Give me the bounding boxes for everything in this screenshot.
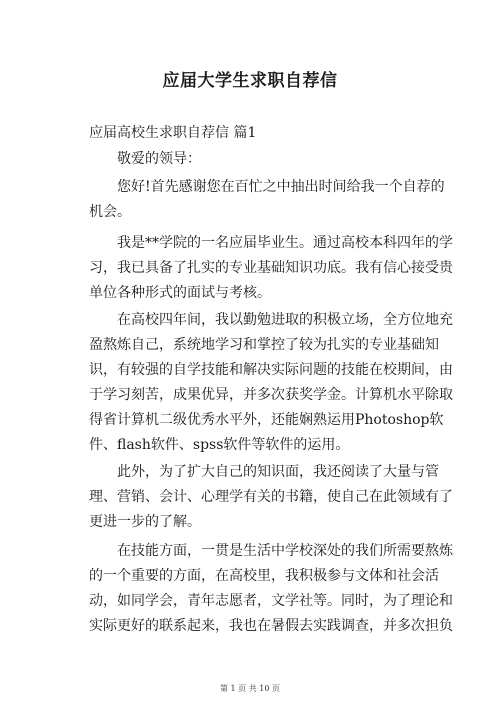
paragraph-line: 的一个重要的方面，在高校里，我积极参与文体和社会活 <box>89 568 439 584</box>
paragraph-line: 习，我已具备了扎实的专业基础知识功底。我有信心接受贵 <box>89 260 453 276</box>
paragraph-line: 件、flash软件、spss软件等软件的运用。 <box>89 437 350 453</box>
paragraph-line: 您好!首先感谢您在百忙之中抽出时间给我一个自荐的 <box>117 179 445 195</box>
paragraph-line: 此外，为了扩大自己的知识面，我还阅读了大量与管 <box>117 464 439 480</box>
salutation: 敬爱的领导： <box>117 151 201 167</box>
paragraph-line: 理、营销、会计、心理学有关的书籍，使自己在此领域有了 <box>89 489 453 505</box>
document-title: 应届大学生求职自荐信 <box>162 71 338 91</box>
paragraph-line: 更进一步的了解。 <box>89 514 201 530</box>
page-number: 第 1 页 共 10 页 <box>220 684 280 693</box>
paragraph-line: 动，如同学会，青年志愿者，文学社等。同时，为了理论和 <box>89 593 453 609</box>
paragraph-line: 得省计算机二级优秀水平外，还能娴熟运用Photoshop软 <box>89 412 444 428</box>
paragraph-line: 实际更好的联系起来，我也在暑假去实践调查，并多次担负 <box>89 618 453 634</box>
section-heading: 应届高校生求职自荐信 篇1 <box>89 125 257 141</box>
paragraph-line: 于学习刻苦，成果优异，并多次获奖学金。计算机水平除取 <box>89 387 453 403</box>
paragraph-line: 盈熬炼自己，系统地学习和掌控了较为扎实的专业基础知 <box>89 337 439 353</box>
paragraph-line: 识，有较强的自学技能和解决实际问题的技能在校期间，由 <box>89 362 453 378</box>
paragraph-line: 我是**学院的一名应届毕业生。通过高校本科四年的学 <box>117 235 453 251</box>
paragraph-line: 在技能方面，一贯是生活中学校深处的我们所需要熬炼 <box>117 543 453 559</box>
paragraph-line: 单位各种形式的面试与考核。 <box>89 285 271 301</box>
paragraph-line: 机会。 <box>89 204 131 220</box>
paragraph-line: 在高校四年间，我以勤勉进取的积极立场，全方位地充 <box>117 312 453 328</box>
